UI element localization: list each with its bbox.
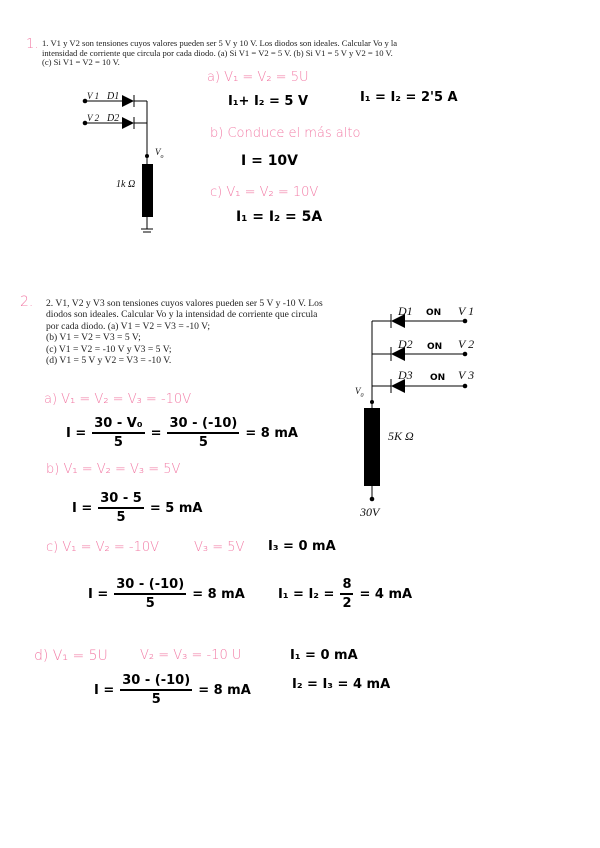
problem2-statement-line: diodos son ideales. Calcular Vo y la intensidad de corriente que circula xyxy=(46,309,318,321)
p1-answer-a-eq2: I₁ = I₂ = 2'5 A xyxy=(360,90,458,105)
p2-answer-d-equation xyxy=(94,673,251,707)
p1-answer-b-eq: I = 10V xyxy=(241,153,299,169)
circuit2-label-v1: V 1 xyxy=(458,304,475,318)
p2-c-result2: = 4 mA xyxy=(359,586,413,602)
p2-a-fraction-2 xyxy=(167,416,239,450)
p2-b-den: 5 xyxy=(116,510,126,525)
circuit2-label-vo-sub: 0 xyxy=(360,392,364,399)
node-vo-icon xyxy=(370,400,374,404)
circuit2-label-resistor: 5K Ω xyxy=(388,429,414,443)
circuit2-label-v3: V 3 xyxy=(458,368,475,382)
p2-b-fraction xyxy=(98,491,144,525)
p2-a-num2: 30 - (-10) xyxy=(167,416,239,434)
circuit1-label-v1: V 1 xyxy=(87,91,100,101)
circuit2-label-on2: ON xyxy=(427,342,443,352)
circuit1-label-d1: D1 xyxy=(107,91,120,102)
p2-answer-a-equation xyxy=(66,416,298,450)
problem1-statement-line: intensidad de corriente que circula por cada diodo. (a) Si V1 = V2 = 5 V. (b) Si V1 = 5 V y V2 = 10 V. xyxy=(42,47,393,58)
p2-d-num: 30 - (-10) xyxy=(120,673,192,691)
p2-answer-c-i3: I₃ = 0 mA xyxy=(268,539,336,554)
p2-b-lhs: I = xyxy=(72,500,93,516)
circuit1-label-vo xyxy=(155,147,164,160)
p2-answer-d-i1: I₁ = 0 mA xyxy=(290,648,358,663)
p1-answer-c-label: c) V₁ = V₂ = 10V xyxy=(210,185,319,200)
circuit2-label-on1: ON xyxy=(426,308,442,318)
p2-c-num2: 8 xyxy=(340,577,353,595)
p2-answer-b-equation xyxy=(72,491,202,525)
circuit1-label-vo-main: V xyxy=(155,147,161,157)
terminal-v1-icon xyxy=(463,319,468,324)
p2-c-lhs: I = xyxy=(88,586,109,602)
p2-c-den2: 2 xyxy=(342,596,352,611)
p2-answer-c-label2: V₃ = 5V xyxy=(194,540,245,555)
p1-answer-a-eq1: I₁+ I₂ = 5 V xyxy=(228,94,309,109)
p2-b-num: 30 - 5 xyxy=(98,491,144,509)
problem2-statement-line: (d) V1 = 5 V y V2 = V3 = -10 V. xyxy=(46,355,172,367)
problem1-number-mark: 1. xyxy=(26,37,39,52)
circuit2-label-on3: ON xyxy=(430,373,446,383)
p1-answer-c-eq: I₁ = I₂ = 5A xyxy=(236,209,323,225)
circuit1-label-resistor: 1k Ω xyxy=(116,179,136,190)
problem2-statement xyxy=(46,298,366,366)
p2-d-fraction xyxy=(120,673,192,707)
problem1-statement-line: (c) Si V1 = V2 = 10 V. xyxy=(42,57,120,68)
p2-c-lhs2: I₁ = I₂ = xyxy=(278,586,335,602)
circuit2-label-d2: D2 xyxy=(398,337,413,351)
circuit2-label-d1: D1 xyxy=(398,304,413,318)
p2-a-fraction-1 xyxy=(92,416,144,450)
p2-c-den: 5 xyxy=(145,596,155,611)
p2-answer-c-equation xyxy=(88,577,245,611)
resistor-1k-icon xyxy=(142,164,153,217)
p2-answer-d-label1: d) V₁ = 5U xyxy=(34,648,108,664)
resistor-5k-icon xyxy=(364,408,380,486)
circuit1-label-v2: V 2 xyxy=(87,113,100,123)
terminal-v2-icon xyxy=(463,352,468,357)
p2-answer-c-label1: c) V₁ = V₂ = -10V xyxy=(46,540,160,555)
circuit2-label-d3: D3 xyxy=(398,368,413,382)
problem1-statement-line: 1. V1 y V2 son tensiones cuyos valores pueden ser 5 V y 10 V. Los diodos son ideales. Calcular Vo y la xyxy=(42,38,398,48)
p2-b-result: = 5 mA xyxy=(149,500,203,516)
p2-c-fraction2 xyxy=(340,577,353,611)
circuit2-label-v2: V 2 xyxy=(458,337,475,351)
terminal-30v-icon xyxy=(370,497,375,502)
p1-answer-b-label: b) Conduce el más alto xyxy=(210,126,361,141)
circuit2-label-vo-main: V xyxy=(355,386,361,396)
p2-answer-d-i23: I₂ = I₃ = 4 mA xyxy=(292,677,391,692)
problem2-statement-line: 2. V1, V2 y V3 son tensiones cuyos valores pueden ser 5 V y -10 V. Los xyxy=(46,298,323,309)
problem2-statement-line: por cada diodo. (a) V1 = V2 = V3 = -10 V; xyxy=(46,320,211,332)
problem1-statement xyxy=(42,39,462,68)
problem2-statement-line: (b) V1 = V2 = V3 = 5 V; xyxy=(46,332,141,344)
p2-a-num1: 30 - V₀ xyxy=(92,416,144,434)
p2-d-result: = 8 mA xyxy=(198,682,251,698)
p2-answer-c-equation2 xyxy=(278,577,412,611)
p2-d-den: 5 xyxy=(151,692,161,707)
p2-a-eqsign: = xyxy=(150,425,162,441)
circuit2-label-source: 30V xyxy=(360,505,380,519)
diode-d1-icon xyxy=(122,95,134,107)
p2-a-den2: 5 xyxy=(198,435,208,450)
problem2-circuit xyxy=(355,306,485,506)
circuit1-label-d2: D2 xyxy=(107,113,120,124)
problem2-number-mark: 2. xyxy=(20,294,34,310)
p2-a-result: = 8 mA xyxy=(245,425,298,441)
node-vo-icon xyxy=(145,154,149,158)
p2-answer-b-label: b) V₁ = V₂ = V₃ = 5V xyxy=(46,462,181,477)
circuit1-label-vo-sub: o xyxy=(160,153,164,160)
problem2-statement-line: (c) V1 = V2 = -10 V y V3 = 5 V; xyxy=(46,343,172,355)
terminal-v3-icon xyxy=(463,384,468,389)
circuit2-label-vo xyxy=(355,386,364,399)
problem1-circuit xyxy=(75,88,185,243)
p2-c-num: 30 - (-10) xyxy=(114,577,186,595)
p2-answer-a-label: a) V₁ = V₂ = V₃ = -10V xyxy=(44,392,192,407)
p2-a-lhs: I = xyxy=(66,425,87,441)
p2-a-den1: 5 xyxy=(113,435,123,450)
diode-d2-icon xyxy=(122,117,134,129)
p2-d-lhs: I = xyxy=(94,682,115,698)
p2-c-result: = 8 mA xyxy=(192,586,245,602)
p2-answer-d-label2: V₂ = V₃ = -10 U xyxy=(140,648,242,663)
p1-answer-a-label: a) V₁ = V₂ = 5U xyxy=(207,70,309,85)
p2-c-fraction xyxy=(114,577,186,611)
